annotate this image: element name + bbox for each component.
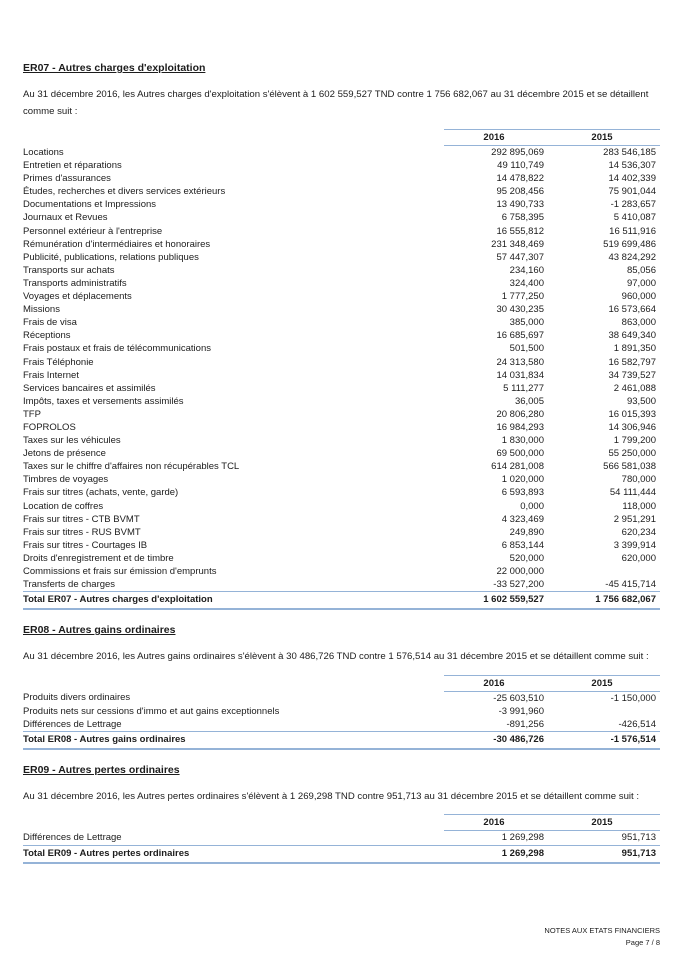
row-value-2016: 57 447,307 [496, 251, 544, 263]
row-value-2015: 620,234 [621, 526, 656, 538]
row-value-2015: 620,000 [621, 552, 656, 564]
row-value-2015: 14 306,946 [608, 421, 656, 433]
row-value-2016: 6 853,144 [501, 539, 544, 551]
row-label: Jetons de présence [23, 448, 106, 460]
row-value-2016: 69 500,000 [496, 448, 544, 460]
row-label: Missions [23, 304, 60, 316]
row-label: Documentations et Impressions [23, 199, 157, 211]
row-value-2016: 249,890 [509, 526, 544, 538]
row-value-2016: 24 313,580 [496, 356, 544, 368]
er09-col-2016: 2016 [444, 815, 548, 831]
table-row [23, 539, 660, 552]
table-row [23, 211, 660, 224]
total-label: Total ER09 - Autres pertes ordinaires [23, 845, 444, 863]
row-label: Impôts, taxes et versements assimilés [23, 395, 184, 407]
row-value-2015 [548, 705, 660, 718]
table-row [23, 146, 660, 160]
row-value-2016: 6 758,395 [501, 212, 544, 224]
row-value-2016: 1 830,000 [501, 435, 544, 447]
table-row [23, 552, 660, 565]
table-row [23, 578, 660, 592]
row-value-2016: 234,160 [509, 264, 544, 276]
row-value-2015: 863,000 [621, 317, 656, 329]
row-label: Produits divers ordinaires [23, 692, 131, 704]
row-value-2016: -25 603,510 [493, 692, 544, 704]
row-label: Taxes sur le chiffre d'affaires non récupérables TCL [23, 461, 240, 473]
er09-table [23, 814, 660, 863]
table-row [23, 500, 660, 513]
row-label: Frais sur titres - CTB BVMT [23, 513, 140, 525]
section-er08-intro: Au 31 décembre 2016, les Autres gains ordinaires s'élèvent à 30 486,726 TND contre 1 576,514 au 31 décembre 2015 et se détaillent comme suit : [23, 651, 649, 663]
table-row [23, 277, 660, 290]
row-label: Journaux et Revues [23, 212, 108, 224]
row-value-2015: 960,000 [621, 291, 656, 303]
row-value-2015: 566 581,038 [603, 461, 656, 473]
row-value-2016: 324,400 [509, 277, 544, 289]
table-row [23, 513, 660, 526]
row-value-2015: 16 015,393 [608, 408, 656, 420]
row-label: Transports administratifs [23, 277, 127, 289]
total-2015: -1 576,514 [548, 731, 660, 749]
row-label: Transferts de charges [23, 579, 116, 591]
er07-table [23, 129, 660, 610]
row-value-2016: 520,000 [509, 552, 544, 564]
row-value-2016: 16 555,812 [496, 225, 544, 237]
row-label: Commissions et frais sur émission d'emprunts [23, 566, 217, 577]
row-value-2016: 5 111,277 [503, 382, 544, 394]
er08-col-2016: 2016 [444, 675, 548, 691]
table-row [23, 356, 660, 369]
row-label: Frais sur titres - Courtages IB [23, 539, 148, 551]
row-value-2015: 55 250,000 [608, 448, 656, 460]
er07-total-row [23, 592, 660, 610]
row-value-2015: 75 901,044 [608, 186, 656, 198]
row-value-2015 [548, 565, 660, 578]
row-value-2015: 118,000 [622, 500, 656, 512]
section-er08 [23, 624, 660, 750]
table-row [23, 447, 660, 460]
table-row [23, 382, 660, 395]
row-value-2016: 4 323,469 [501, 513, 544, 525]
er09-header-row [23, 815, 660, 831]
row-label: FOPROLOS [23, 421, 76, 433]
row-label: Services bancaires et assimilés [23, 382, 156, 394]
row-value-2015: 780,000 [621, 474, 656, 486]
table-row [23, 185, 660, 198]
er08-header-row [23, 675, 660, 691]
row-value-2015: 85,056 [626, 264, 656, 276]
row-value-2015: 3 399,914 [613, 539, 656, 551]
table-row [23, 473, 660, 486]
row-value-2015: 14 536,307 [608, 160, 656, 172]
row-value-2016: 36,005 [514, 395, 544, 407]
row-value-2016: 501,500 [509, 343, 544, 355]
row-label: Frais Internet [23, 369, 79, 381]
er07-col-2015: 2015 [548, 130, 660, 146]
row-value-2016: 231 348,469 [491, 238, 544, 250]
row-value-2015: 16 582,797 [608, 356, 656, 368]
row-label: Différences de Lettrage [23, 718, 122, 730]
row-label: TFP [23, 408, 41, 420]
table-row [23, 225, 660, 238]
row-label: Personnel extérieur à l'entreprise [23, 225, 163, 237]
table-row [23, 460, 660, 473]
table-row [23, 369, 660, 382]
er09-col-2015: 2015 [548, 815, 660, 831]
row-label: Études, recherches et divers services extérieurs [23, 186, 226, 198]
er07-col-2016: 2016 [444, 130, 548, 146]
table-row [23, 329, 660, 342]
row-value-2016: 30 430,235 [496, 304, 544, 316]
section-er07-heading: ER07 - Autres charges d'exploitation [23, 62, 206, 74]
table-row [23, 831, 660, 845]
table-row [23, 238, 660, 251]
section-er09-heading: ER09 - Autres pertes ordinaires [23, 763, 180, 776]
row-value-2016: 385,000 [509, 317, 544, 329]
row-value-2015: -426,514 [618, 718, 656, 730]
table-row [23, 565, 660, 578]
table-row [23, 303, 660, 316]
row-label: Timbres de voyages [23, 474, 109, 486]
row-value-2015: 14 402,339 [608, 173, 656, 185]
row-value-2016: -891,256 [506, 718, 544, 730]
total-label: Total ER07 - Autres charges d'exploitation [23, 592, 444, 610]
er09-total-row [23, 845, 660, 863]
table-row [23, 705, 660, 718]
row-label: Primes d'assurances [23, 173, 111, 185]
section-er09 [23, 764, 660, 864]
er07-header-row [23, 130, 660, 146]
row-label: Différences de Lettrage [23, 832, 122, 844]
table-row [23, 395, 660, 408]
table-row [23, 718, 660, 732]
row-label: Entretien et réparations [23, 160, 122, 172]
section-er08-heading: ER08 - Autres gains ordinaires [23, 624, 176, 637]
row-value-2016: 16 685,697 [496, 330, 544, 342]
row-label: Frais sur titres (achats, vente, garde) [23, 487, 179, 499]
table-row [23, 198, 660, 211]
row-value-2016: 614 281,008 [491, 461, 544, 473]
row-label: Réceptions [23, 330, 71, 342]
row-value-2015: 38 649,340 [608, 330, 656, 342]
footer-title: NOTES AUX ETATS FINANCIERS [544, 926, 660, 935]
row-value-2016: 292 895,069 [491, 147, 544, 158]
table-row [23, 316, 660, 329]
total-2016: -30 486,726 [444, 731, 548, 749]
row-value-2015: 93,500 [626, 395, 656, 407]
row-value-2016: 1 777,250 [501, 291, 544, 303]
footer [544, 925, 660, 948]
row-label: Frais de visa [23, 317, 77, 329]
er08-col-2015: 2015 [548, 675, 660, 691]
row-label: Taxes sur les véhicules [23, 435, 121, 447]
row-label: Transports sur achats [23, 264, 115, 276]
row-value-2015: -1 283,657 [610, 199, 656, 211]
table-row [23, 526, 660, 539]
table-row [23, 434, 660, 447]
row-value-2015: 54 111,444 [609, 487, 656, 499]
row-value-2015: -1 150,000 [610, 692, 656, 704]
row-label: Rémunération d'intermédiaires et honoraires [23, 238, 211, 250]
table-row [23, 159, 660, 172]
row-value-2015: 283 546,185 [603, 147, 656, 158]
table-row [23, 408, 660, 421]
row-label: Droits d'enregistrement et de timbre [23, 552, 174, 564]
row-value-2016: 20 806,280 [496, 408, 544, 420]
table-row [23, 264, 660, 277]
row-value-2016: 14 478,822 [496, 173, 544, 185]
header-spacer [23, 815, 444, 831]
total-2015: 951,713 [548, 845, 660, 863]
row-label: Locations [23, 146, 64, 158]
section-er07 [23, 62, 660, 610]
row-value-2015: 1 799,200 [613, 435, 656, 447]
row-value-2016: 49 110,749 [497, 160, 544, 172]
row-value-2016: 13 490,733 [496, 199, 544, 211]
header-spacer [23, 130, 444, 146]
row-value-2015: 5 410,087 [613, 212, 656, 224]
er08-table [23, 675, 660, 750]
row-value-2015: 97,000 [626, 277, 656, 289]
row-value-2016: 95 208,456 [496, 186, 544, 198]
table-row [23, 691, 660, 705]
row-value-2015: 43 824,292 [608, 251, 656, 263]
row-value-2016: 14 031,834 [496, 369, 544, 381]
row-label: Publicité, publications, relations publiques [23, 251, 199, 263]
row-value-2016: 6 593,893 [501, 487, 544, 499]
footer-page-number: Page 7 / 8 [625, 937, 660, 947]
table-row [23, 172, 660, 185]
row-value-2016: -3 991,960 [498, 705, 544, 717]
row-label: Frais postaux et frais de télécommunications [23, 343, 211, 355]
row-value-2016: 1 269,298 [501, 832, 544, 844]
row-value-2016: -33 527,200 [493, 579, 544, 591]
total-label: Total ER08 - Autres gains ordinaires [23, 731, 444, 749]
row-value-2016: 16 984,293 [496, 421, 544, 433]
row-label: Frais sur titres - RUS BVMT [23, 526, 141, 538]
row-label: Produits nets sur cessions d'immo et aut gains exceptionnels [23, 705, 280, 717]
row-value-2016: 1 020,000 [501, 474, 544, 486]
row-value-2015: 1 891,350 [613, 343, 656, 355]
er08-total-row [23, 731, 660, 749]
row-label: Voyages et déplacements [23, 291, 132, 303]
table-row [23, 486, 660, 499]
row-label: Frais Téléphonie [23, 356, 94, 368]
row-value-2015: 519 699,486 [603, 238, 656, 250]
row-value-2015: 2 461,088 [613, 382, 656, 394]
total-2016: 1 269,298 [444, 845, 548, 863]
row-value-2015: -45 415,714 [605, 579, 656, 591]
row-label: Location de coffres [23, 500, 104, 512]
table-row [23, 251, 660, 264]
row-value-2015: 951,713 [621, 832, 656, 844]
table-row [23, 342, 660, 355]
total-2016: 1 602 559,527 [444, 592, 548, 610]
row-value-2015: 2 951,291 [613, 513, 656, 525]
total-2015: 1 756 682,067 [548, 592, 660, 610]
header-spacer [23, 675, 444, 691]
section-er07-intro: Au 31 décembre 2016, les Autres charges d'exploitation s'élèvent à 1 602 559,527 TND contre 1 756 682,067 au 31 décembre 2015 et se détaillent comme suit : [23, 89, 649, 117]
section-er09-intro: Au 31 décembre 2016, les Autres pertes ordinaires s'élèvent à 1 269,298 TND contre 951,713 au 31 décembre 2015 et se détaillent comme suit : [23, 790, 640, 802]
row-value-2015: 16 511,916 [609, 225, 656, 237]
row-value-2015: 34 739,527 [608, 369, 656, 381]
table-row [23, 421, 660, 434]
row-value-2016: 0,000 [520, 500, 544, 512]
table-row [23, 290, 660, 303]
row-value-2015: 16 573,664 [608, 304, 656, 316]
row-value-2016: 22 000,000 [496, 566, 544, 577]
